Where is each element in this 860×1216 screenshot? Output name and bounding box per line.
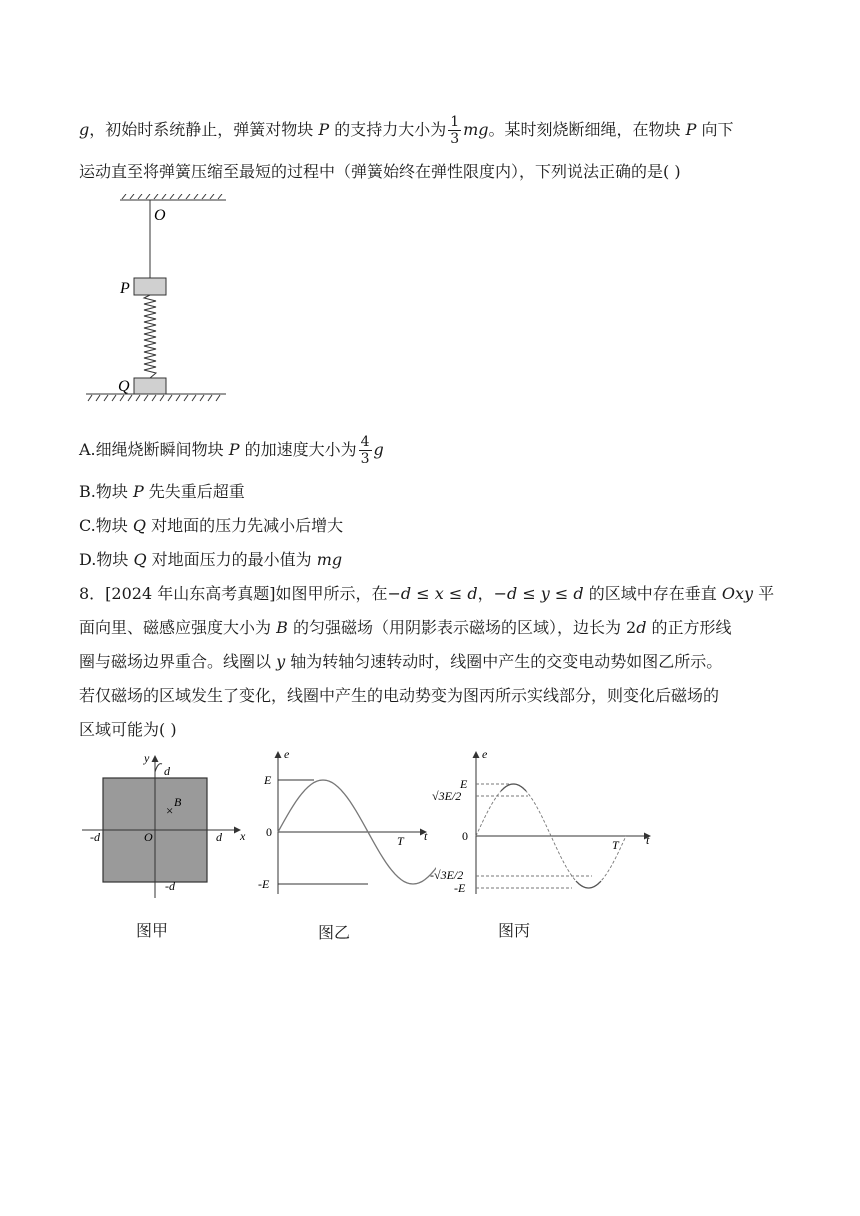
var-p: P [685, 120, 697, 139]
label-q: Q [118, 378, 130, 395]
label-neg-r3E2: -√3E/2 [430, 868, 464, 882]
var-g: g [79, 120, 90, 139]
label-neg-E: -E [454, 881, 466, 895]
cross-icon: × [166, 803, 174, 818]
ground-hatch [88, 395, 220, 401]
denominator: 3 [450, 131, 460, 147]
label-x: x [240, 829, 246, 843]
spring [144, 295, 156, 378]
var-p: P [318, 120, 330, 139]
q7-line-2: 运动直至将弹簧压缩至最短的过程中（弹簧始终在弹性限度内），下列说法正确的是( ) [79, 162, 681, 181]
text: 对地面的压力先减小后增大 [145, 516, 344, 535]
option-c [79, 516, 343, 536]
label-t: t [424, 829, 428, 843]
text: B.物块 [79, 482, 133, 501]
solid-segment-1 [501, 784, 526, 791]
label-b: B [174, 795, 182, 809]
label-o: O [154, 207, 166, 224]
var-q: Q [133, 550, 147, 569]
option-a [79, 434, 384, 467]
text: C.物块 [79, 516, 133, 535]
q8-line-4: 若仅磁场的区域发生了变化，线圈中产生的电动势变为图丙所示实线部分，则变化后磁场的 [79, 686, 720, 705]
text: 的匀强磁场（用阴影表示磁场的区域），边长为 2 [287, 618, 637, 637]
rotation-arrow [155, 764, 162, 772]
text: 对地面压力的最小值为 [146, 550, 317, 569]
figure-jia [80, 752, 250, 900]
text: 面向里、磁感应强度大小为 [79, 618, 277, 637]
label-neg-d-left: -d [90, 830, 100, 844]
label-r3E2: √3E/2 [432, 789, 462, 803]
text: A.细绳烧断瞬间物块 [79, 440, 229, 459]
var-y: y [276, 652, 286, 671]
condition-x: −d ≤ x ≤ d [387, 584, 478, 603]
caption-yi: 图乙 [318, 923, 351, 942]
label-t: t [646, 833, 650, 847]
var-oxy: Oxy [721, 584, 754, 603]
var-p: P [132, 482, 144, 501]
ceiling-hatch [122, 194, 222, 199]
var-d: d [636, 618, 647, 637]
q8-line-3 [79, 652, 722, 672]
text: 的支持力大小为 [329, 120, 447, 139]
text: 向下 [696, 120, 734, 139]
option-b [79, 482, 245, 502]
text: 轴为转轴匀速转动时，线圈中产生的交变电动势如图乙所示。 [285, 652, 723, 671]
text: 的加速度大小为 [239, 440, 357, 459]
text: 先失重后超重 [143, 482, 245, 501]
text: 8．[2024 年山东高考真题]如图甲所示，在 [79, 584, 388, 603]
option-d [79, 550, 342, 570]
label-e: e [284, 748, 290, 761]
q7-line-1 [79, 114, 734, 147]
numerator: 1 [450, 114, 460, 130]
spring-figure [78, 194, 238, 406]
label-neg-d-bottom: -d [165, 879, 175, 893]
var-mg: mg [316, 550, 343, 569]
label-neg-E: -E [258, 877, 270, 891]
label-E: E [264, 773, 272, 787]
label-T: T [397, 834, 404, 848]
denominator: 3 [360, 451, 370, 467]
label-zero: 0 [266, 825, 272, 839]
text: ， [477, 584, 494, 603]
var-b: B [276, 618, 288, 637]
label-d-right: d [216, 830, 222, 844]
numerator: 4 [360, 434, 370, 450]
label-o: O [144, 830, 153, 844]
text: 圈与磁场边界重合。线圈以 [79, 652, 277, 671]
solid-segment-2 [576, 881, 601, 888]
var-g: g [373, 440, 384, 459]
label-T: T [612, 838, 619, 852]
figure-yi [256, 748, 436, 898]
q8-line-2 [79, 618, 732, 638]
q8-line-5: 区域可能为( ) [79, 720, 177, 739]
condition-y: −d ≤ y ≤ d [493, 584, 584, 603]
figure-bing [424, 748, 664, 898]
label-y: y [144, 752, 150, 765]
text: 。某时刻烧断细绳，在物块 [488, 120, 686, 139]
label-zero: 0 [462, 829, 468, 843]
text: 的正方形线 [646, 618, 732, 637]
label-d-top: d [164, 764, 170, 778]
q8-line-1 [79, 584, 774, 604]
var-mg: mg [463, 120, 489, 139]
fraction-four-thirds [359, 434, 372, 467]
caption-jia: 图甲 [136, 921, 169, 940]
text: ，初始时系统静止，弹簧对物块 [89, 120, 319, 139]
label-e: e [482, 748, 488, 761]
label-E: E [460, 777, 468, 791]
fraction-one-third [448, 114, 461, 147]
text: 平 [753, 584, 775, 603]
caption-bing: 图丙 [498, 921, 531, 940]
var-q: Q [132, 516, 146, 535]
block-p [134, 278, 166, 295]
var-p: P [228, 440, 240, 459]
block-q [134, 378, 166, 394]
text: 的区域中存在垂直 [583, 584, 722, 603]
label-p: P [120, 280, 130, 297]
text: D.物块 [79, 550, 134, 569]
